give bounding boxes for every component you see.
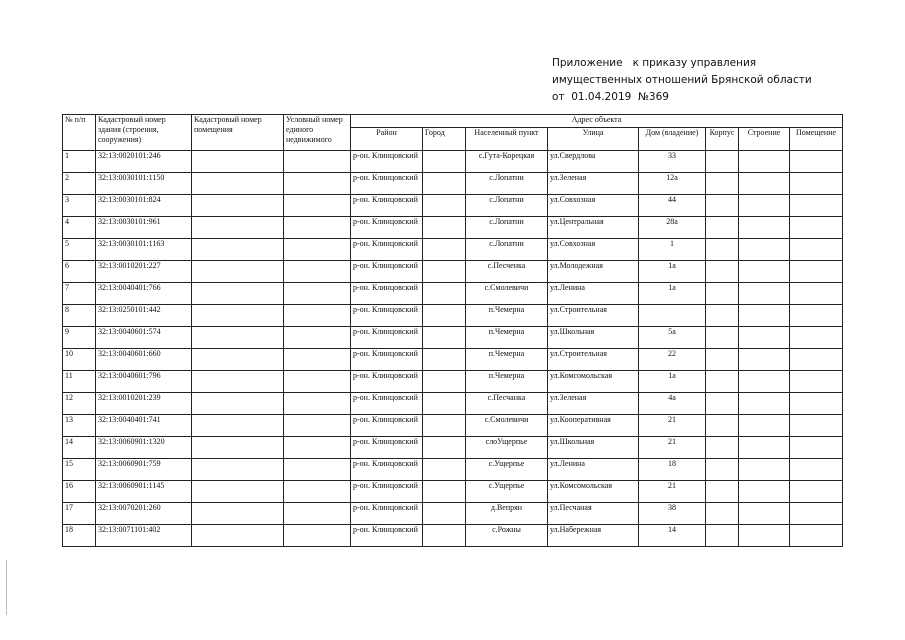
col-header-city: Город <box>423 128 466 151</box>
structure-cell <box>739 151 790 173</box>
street-cell: ул.Комсомольская <box>548 371 639 393</box>
building-cell <box>706 305 739 327</box>
room-cell <box>790 481 843 503</box>
city-cell <box>423 283 466 305</box>
locality-cell: д.Вепрян <box>466 503 548 525</box>
locality-cell: с.Смолевичи <box>466 415 548 437</box>
table-row <box>63 261 843 283</box>
building-cell <box>706 393 739 415</box>
street-cell: ул.Строительная <box>548 349 639 371</box>
structure-cell <box>739 261 790 283</box>
cadastral-room-cell <box>192 393 284 415</box>
district-cell: р-он. Клинцовский <box>351 349 423 371</box>
district-cell: р-он. Клинцовский <box>351 239 423 261</box>
col-header-structure: Строение <box>739 128 790 151</box>
conditional-number-cell <box>284 525 351 547</box>
conditional-number-cell <box>284 459 351 481</box>
table-row <box>63 437 843 459</box>
locality-cell: с.Рожны <box>466 525 548 547</box>
district-cell: р-он. Клинцовский <box>351 261 423 283</box>
cadastral-number-cell: 32:13:0030101:1163 <box>96 239 192 261</box>
col-header-address: Адрес объекта <box>351 115 843 128</box>
locality-cell: с.Лопатни <box>466 239 548 261</box>
document-header <box>552 55 812 106</box>
city-cell <box>423 393 466 415</box>
table-row <box>63 195 843 217</box>
locality-cell: с.Песченка <box>466 261 548 283</box>
col-header-house: Дом (владение) <box>639 128 706 151</box>
house-cell: 4а <box>639 393 706 415</box>
row-number-cell: 8 <box>63 305 96 327</box>
building-cell <box>706 415 739 437</box>
cadastral-number-cell: 32:13:0040601:660 <box>96 349 192 371</box>
building-cell <box>706 503 739 525</box>
table-row <box>63 349 843 371</box>
col-header-conditional: Условный номер единого недвижимого <box>284 115 351 151</box>
city-cell <box>423 481 466 503</box>
street-cell: ул.Школьная <box>548 437 639 459</box>
cadastral-room-cell <box>192 239 284 261</box>
cadastral-room-cell <box>192 173 284 195</box>
cadastral-room-cell <box>192 371 284 393</box>
room-cell <box>790 261 843 283</box>
street-cell: ул.Зеленая <box>548 393 639 415</box>
cadastral-number-cell: 32:13:0060901:1320 <box>96 437 192 459</box>
locality-cell: с.Лопатни <box>466 195 548 217</box>
house-cell: 12а <box>639 173 706 195</box>
locality-cell: с.Лопатни <box>466 217 548 239</box>
conditional-number-cell <box>284 195 351 217</box>
locality-cell: п.Чемерна <box>466 349 548 371</box>
room-cell <box>790 393 843 415</box>
structure-cell <box>739 459 790 481</box>
house-cell: 1а <box>639 261 706 283</box>
cadastral-room-cell <box>192 415 284 437</box>
locality-cell: с.Песчанка <box>466 393 548 415</box>
building-cell <box>706 437 739 459</box>
house-cell: 5а <box>639 327 706 349</box>
cadastral-number-cell: 32:13:0060901:1145 <box>96 481 192 503</box>
city-cell <box>423 415 466 437</box>
room-cell <box>790 371 843 393</box>
district-cell: р-он. Клинцовский <box>351 305 423 327</box>
city-cell <box>423 371 466 393</box>
district-cell: р-он. Клинцовский <box>351 503 423 525</box>
city-cell <box>423 327 466 349</box>
row-number-cell: 17 <box>63 503 96 525</box>
building-cell <box>706 261 739 283</box>
district-cell: р-он. Клинцовский <box>351 459 423 481</box>
cadastral-room-cell <box>192 349 284 371</box>
building-cell <box>706 195 739 217</box>
cadastral-room-cell <box>192 327 284 349</box>
cadastral-number-cell: 32:13:0030101:824 <box>96 195 192 217</box>
building-cell <box>706 525 739 547</box>
district-cell: р-он. Клинцовский <box>351 371 423 393</box>
cadastral-number-cell: 32:13:0060901:759 <box>96 459 192 481</box>
structure-cell <box>739 437 790 459</box>
house-cell: 33 <box>639 151 706 173</box>
street-cell: ул.Молодежная <box>548 261 639 283</box>
street-cell: ул.Ленина <box>548 283 639 305</box>
locality-cell: п.Чемерна <box>466 371 548 393</box>
building-cell <box>706 371 739 393</box>
cadastral-room-cell <box>192 437 284 459</box>
conditional-number-cell <box>284 415 351 437</box>
cadastral-number-cell: 32:13:0071101:402 <box>96 525 192 547</box>
table-row <box>63 305 843 327</box>
row-number-cell: 9 <box>63 327 96 349</box>
street-cell: ул.Школьная <box>548 327 639 349</box>
structure-cell <box>739 239 790 261</box>
row-number-cell: 14 <box>63 437 96 459</box>
street-cell: ул.Совхозная <box>548 195 639 217</box>
cadastral-number-cell: 32:13:0020101:246 <box>96 151 192 173</box>
house-cell: 21 <box>639 481 706 503</box>
house-cell: 28а <box>639 217 706 239</box>
conditional-number-cell <box>284 173 351 195</box>
table-row <box>63 459 843 481</box>
cadastral-number-cell: 32:13:0040601:796 <box>96 371 192 393</box>
cadastral-room-cell <box>192 261 284 283</box>
building-cell <box>706 349 739 371</box>
cadastral-room-cell <box>192 481 284 503</box>
cadastral-room-cell <box>192 195 284 217</box>
district-cell: р-он. Клинцовский <box>351 525 423 547</box>
room-cell <box>790 503 843 525</box>
house-cell: 21 <box>639 437 706 459</box>
structure-cell <box>739 349 790 371</box>
cadastral-room-cell <box>192 305 284 327</box>
table-row <box>63 239 843 261</box>
table-row <box>63 173 843 195</box>
city-cell <box>423 195 466 217</box>
street-cell: ул.Кооперативная <box>548 415 639 437</box>
conditional-number-cell <box>284 305 351 327</box>
conditional-number-cell <box>284 151 351 173</box>
objects-table <box>62 114 843 547</box>
room-cell <box>790 283 843 305</box>
conditional-number-cell <box>284 217 351 239</box>
col-header-street: Улица <box>548 128 639 151</box>
table-row <box>63 327 843 349</box>
street-cell: ул.Центральная <box>548 217 639 239</box>
row-number-cell: 13 <box>63 415 96 437</box>
cadastral-room-cell <box>192 459 284 481</box>
table-row <box>63 415 843 437</box>
house-cell: 1а <box>639 371 706 393</box>
table-row <box>63 481 843 503</box>
structure-cell <box>739 283 790 305</box>
locality-cell: с.Лопатни <box>466 173 548 195</box>
structure-cell <box>739 371 790 393</box>
building-cell <box>706 459 739 481</box>
room-cell <box>790 525 843 547</box>
house-cell <box>639 305 706 327</box>
cadastral-number-cell: 32:13:0010201:227 <box>96 261 192 283</box>
street-cell: ул.Свердлова <box>548 151 639 173</box>
conditional-number-cell <box>284 481 351 503</box>
room-cell <box>790 173 843 195</box>
house-cell: 38 <box>639 503 706 525</box>
house-cell: 1а <box>639 283 706 305</box>
district-cell: р-он. Клинцовский <box>351 151 423 173</box>
district-cell: р-он. Клинцовский <box>351 393 423 415</box>
district-cell: р-он. Клинцовский <box>351 173 423 195</box>
building-cell <box>706 217 739 239</box>
col-header-room: Помещение <box>790 128 843 151</box>
structure-cell <box>739 305 790 327</box>
row-number-cell: 11 <box>63 371 96 393</box>
col-header-locality: Населенный пункт <box>466 128 548 151</box>
room-cell <box>790 459 843 481</box>
district-cell: р-он. Клинцовский <box>351 195 423 217</box>
row-number-cell: 6 <box>63 261 96 283</box>
conditional-number-cell <box>284 349 351 371</box>
cadastral-number-cell: 32:13:0010201:239 <box>96 393 192 415</box>
street-cell: ул.Ленина <box>548 459 639 481</box>
structure-cell <box>739 195 790 217</box>
room-cell <box>790 349 843 371</box>
row-number-cell: 3 <box>63 195 96 217</box>
structure-cell <box>739 327 790 349</box>
structure-cell <box>739 217 790 239</box>
district-cell: р-он. Клинцовский <box>351 217 423 239</box>
building-cell <box>706 327 739 349</box>
district-cell: р-он. Клинцовский <box>351 327 423 349</box>
cadastral-number-cell: 32:13:0030101:1150 <box>96 173 192 195</box>
building-cell <box>706 173 739 195</box>
row-number-cell: 18 <box>63 525 96 547</box>
row-number-cell: 4 <box>63 217 96 239</box>
street-cell: ул.Набережная <box>548 525 639 547</box>
building-cell <box>706 481 739 503</box>
table-row <box>63 217 843 239</box>
room-cell <box>790 327 843 349</box>
cadastral-room-cell <box>192 525 284 547</box>
district-cell: р-он. Клинцовский <box>351 437 423 459</box>
city-cell <box>423 525 466 547</box>
house-cell: 1 <box>639 239 706 261</box>
header-line-1: Приложение к приказу управления <box>552 57 757 69</box>
city-cell <box>423 261 466 283</box>
street-cell: ул.Строительная <box>548 305 639 327</box>
district-cell: р-он. Клинцовский <box>351 415 423 437</box>
locality-cell: с.Ущерпье <box>466 481 548 503</box>
cadastral-room-cell <box>192 283 284 305</box>
house-cell: 21 <box>639 415 706 437</box>
row-number-cell: 1 <box>63 151 96 173</box>
building-cell <box>706 151 739 173</box>
locality-cell: с.Смолевичи <box>466 283 548 305</box>
row-number-cell: 5 <box>63 239 96 261</box>
room-cell <box>790 437 843 459</box>
district-cell: р-он. Клинцовский <box>351 283 423 305</box>
row-number-cell: 16 <box>63 481 96 503</box>
street-cell: ул.Песчаная <box>548 503 639 525</box>
room-cell <box>790 239 843 261</box>
table-row <box>63 503 843 525</box>
locality-cell: слоУщерпье <box>466 437 548 459</box>
margin-mark <box>6 560 11 615</box>
locality-cell: п.Чемерна <box>466 327 548 349</box>
cadastral-number-cell: 32:13:0040601:574 <box>96 327 192 349</box>
room-cell <box>790 151 843 173</box>
col-header-num: № п/п <box>63 115 96 151</box>
cadastral-number-cell: 32:13:0070201:260 <box>96 503 192 525</box>
structure-cell <box>739 503 790 525</box>
street-cell: ул.Зеленая <box>548 173 639 195</box>
city-cell <box>423 151 466 173</box>
cadastral-number-cell: 32:13:0250101:442 <box>96 305 192 327</box>
city-cell <box>423 437 466 459</box>
city-cell <box>423 217 466 239</box>
city-cell <box>423 459 466 481</box>
structure-cell <box>739 393 790 415</box>
house-cell: 22 <box>639 349 706 371</box>
structure-cell <box>739 525 790 547</box>
col-header-cadastral: Кадастровый номер здания (строения, сооружения) <box>96 115 192 151</box>
table-body <box>63 151 843 547</box>
structure-cell <box>739 173 790 195</box>
col-header-district: Район <box>351 128 423 151</box>
city-cell <box>423 239 466 261</box>
conditional-number-cell <box>284 371 351 393</box>
table-row <box>63 525 843 547</box>
city-cell <box>423 503 466 525</box>
row-number-cell: 10 <box>63 349 96 371</box>
building-cell <box>706 283 739 305</box>
city-cell <box>423 305 466 327</box>
building-cell <box>706 239 739 261</box>
header-line-2: имущественных отношений Брянской области <box>552 74 812 86</box>
locality-cell: с.Ущерпье <box>466 459 548 481</box>
cadastral-number-cell: 32:13:0040401:741 <box>96 415 192 437</box>
conditional-number-cell <box>284 437 351 459</box>
conditional-number-cell <box>284 239 351 261</box>
house-cell: 14 <box>639 525 706 547</box>
cadastral-number-cell: 32:13:0030101:961 <box>96 217 192 239</box>
col-header-cadastral-room: Кадастровый номер помещения <box>192 115 284 151</box>
cadastral-room-cell <box>192 217 284 239</box>
col-header-building: Корпус <box>706 128 739 151</box>
room-cell <box>790 195 843 217</box>
conditional-number-cell <box>284 261 351 283</box>
header-line-3: от 01.04.2019 №369 <box>552 91 669 103</box>
room-cell <box>790 217 843 239</box>
table-row <box>63 283 843 305</box>
row-number-cell: 12 <box>63 393 96 415</box>
table-row <box>63 371 843 393</box>
street-cell: ул.Совхозная <box>548 239 639 261</box>
city-cell <box>423 173 466 195</box>
conditional-number-cell <box>284 503 351 525</box>
cadastral-room-cell <box>192 503 284 525</box>
conditional-number-cell <box>284 283 351 305</box>
street-cell: ул.Комсомольская <box>548 481 639 503</box>
table-row <box>63 151 843 173</box>
locality-cell: с.Гута-Корецкая <box>466 151 548 173</box>
cadastral-number-cell: 32:13:0040401:766 <box>96 283 192 305</box>
cadastral-room-cell <box>192 151 284 173</box>
locality-cell: п.Чемерна <box>466 305 548 327</box>
house-cell: 18 <box>639 459 706 481</box>
structure-cell <box>739 481 790 503</box>
conditional-number-cell <box>284 327 351 349</box>
conditional-number-cell <box>284 393 351 415</box>
house-cell: 44 <box>639 195 706 217</box>
row-number-cell: 15 <box>63 459 96 481</box>
city-cell <box>423 349 466 371</box>
room-cell <box>790 305 843 327</box>
row-number-cell: 2 <box>63 173 96 195</box>
structure-cell <box>739 415 790 437</box>
district-cell: р-он. Клинцовский <box>351 481 423 503</box>
table-row <box>63 393 843 415</box>
row-number-cell: 7 <box>63 283 96 305</box>
room-cell <box>790 415 843 437</box>
